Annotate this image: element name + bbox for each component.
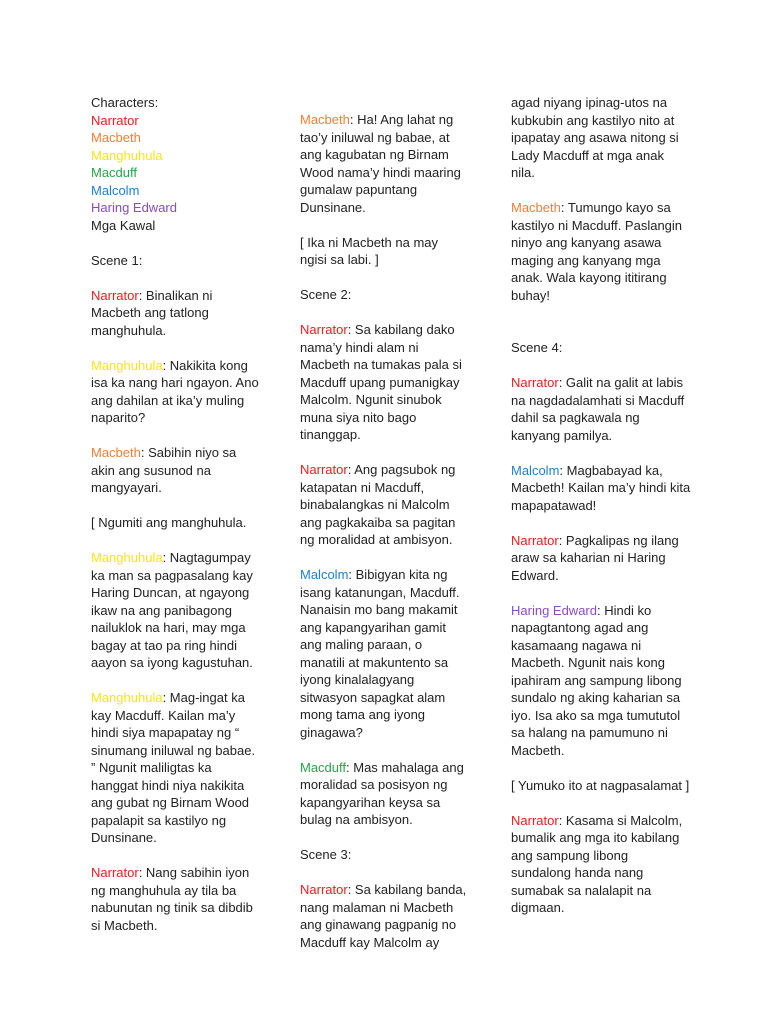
dialogue-line	[511, 532, 691, 585]
speaker-name: Macbeth	[511, 200, 561, 215]
stage-direction: [ Ika ni Macbeth na may ngisi sa labi. ]	[300, 234, 439, 267]
speaker-colon: :	[347, 462, 355, 477]
dialogue-text: Sa kabilang dako nama’y hindi alam ni Macbeth na tumakas pala si Macduff upang pumanigkay Malcolm. Ngunit sinubok muna siya nito bago tinanggap.	[300, 322, 462, 442]
dialogue-text: Sabihin niyo sa akin ang susunod na mangyayari.	[91, 445, 237, 495]
characters-heading: Characters:	[91, 95, 159, 110]
character-name: Malcolm	[91, 182, 140, 198]
speaker-colon: :	[560, 200, 568, 215]
dialogue-line	[91, 689, 259, 847]
speaker-name: Narrator	[91, 287, 139, 303]
stage-direction: [ Ngumiti ang manghuhula.	[91, 515, 247, 530]
speaker-colon: :	[162, 550, 170, 565]
speaker-name: Malcolm	[511, 462, 560, 478]
speaker-colon: :	[138, 287, 146, 303]
speaker-name: Narrator	[511, 375, 559, 390]
speaker-name: Macduff	[300, 759, 347, 775]
dialogue-line	[91, 444, 259, 497]
speaker-colon: :	[347, 322, 355, 337]
column-1	[91, 94, 259, 952]
speaker-name: Haring Edward	[511, 602, 597, 618]
dialogue-text: Sa kabilang banda, nang malaman ni Macbeth ang ginawang pagpanig no Macduff kay Malcolm ay	[300, 882, 467, 950]
speaker-colon: :	[349, 112, 358, 127]
speaker-name: Narrator	[300, 882, 348, 897]
dialogue-line	[300, 566, 468, 741]
dialogue-line	[511, 812, 691, 917]
dialogue-line	[91, 549, 259, 672]
speaker-colon: :	[346, 759, 354, 775]
speaker-name: Manghuhula	[91, 690, 163, 705]
character-name: Macbeth	[91, 130, 141, 145]
speaker-name: Manghuhula	[91, 550, 163, 565]
speaker-name: Manghuhula	[91, 357, 163, 373]
stage-direction: [ Yumuko ito at nagpasalamat ]	[511, 777, 690, 793]
column-3	[511, 94, 691, 934]
dialogue-text: Nakikita kong isa ka nang hari ngayon. Ano ang dahilan at ika’y muling naparito?	[91, 357, 259, 425]
dialogue-line	[300, 111, 468, 216]
speaker-colon: :	[162, 690, 170, 705]
speaker-colon: :	[347, 882, 355, 897]
dialogue-text: Nang sabihin iyon ng manghuhula ay tila ba nabunutan ng tinik sa dibdib si Macbeth.	[91, 865, 253, 933]
speaker-name: Narrator	[300, 322, 348, 337]
dialogue-line	[91, 287, 259, 340]
dialogue-line	[511, 199, 691, 304]
dialogue-text: Kasama si Malcolm, bumalik ang mga ito kabilang ang sampung libong sundalong handa nang sumabak sa nalalapit na digmaan.	[511, 812, 683, 915]
dialogue-line	[91, 864, 259, 934]
scene-heading: Scene 2:	[300, 287, 352, 302]
dialogue-line	[511, 374, 691, 444]
character-list	[91, 94, 259, 234]
speaker-name: Malcolm	[300, 567, 349, 582]
character-name: Haring Edward	[91, 200, 177, 215]
dialogue-text: Pagkalipas ng ilang araw sa kaharian ni Haring Edward.	[511, 532, 679, 583]
dialogue-line	[300, 321, 468, 444]
dialogue-text: Tumungo kayo sa kastilyo ni Macduff. Paslangin ninyo ang kanyang asawa maging ang kanyang mga anak. Wala kayong ititirang buhay!	[511, 200, 683, 303]
speaker-name: Narrator	[511, 812, 559, 828]
speaker-name: Narrator	[511, 532, 559, 548]
dialogue-text: Ha! Ang lahat ng tao’y iniluwal ng babae, at ang kagubatan ng Birnam Wood nama’y hindi maaring gumalaw papuntang Dunsinane.	[300, 112, 461, 215]
dialogue-line	[511, 462, 691, 515]
speaker-colon: :	[597, 602, 605, 618]
speaker-colon: :	[348, 567, 356, 582]
dialogue-text: Ang pagsubok ng katapatan ni Macduff, binabalangkas ni Malcolm ang pagkakaiba sa pagitan ng moralidad at ambisyon.	[300, 462, 456, 547]
dialogue-text: Bibigyan kita ng isang katanungan, Macduff. Nanaisin mo bang makamit ang kapangyarihan gamit ang maling paraan, o manatili at makuntento sa iyong kinalalagyang sitwasyon sapagkat alam mong tama ang iyong ginagawa?	[300, 567, 460, 740]
dialogue-text: Galit na galit at labis na nagdadalamhati si Macduff dahil sa pagkawala ng kanyang pamilya.	[511, 375, 685, 443]
speaker-name: Narrator	[91, 865, 139, 880]
dialogue-text: Hindi ko napagtantong agad ang kasamaang nagawa ni Macbeth. Ngunit nais kong ipahiram ang sampung libong sundalo ng aking kaharian sa iyo. Isa ako sa mga tumututol sa halang na pamumuno ni Macbeth.	[511, 602, 682, 758]
scene-heading: Scene 3:	[300, 847, 352, 862]
speaker-colon: :	[162, 357, 170, 373]
speaker-name: Macbeth	[91, 445, 141, 460]
speaker-colon: :	[558, 375, 566, 390]
column-2	[300, 111, 468, 969]
speaker-colon: :	[140, 445, 149, 460]
dialogue-text: Magbabayad ka, Macbeth! Kailan ma’y hindi kita mapapatawad!	[511, 462, 691, 513]
speaker-colon: :	[138, 865, 146, 880]
speaker-colon: :	[559, 462, 567, 478]
speaker-colon: :	[558, 532, 566, 548]
dialogue-text: Mag-ingat ka kay Macduff. Kailan ma’y hindi siya mapapatay ng “ sinumang iniluwal ng babae. ” Ngunit maliligtas ka hanggat hindi niya nakikita ang gubat ng Birnam Wood papalapit sa kastilyo ng Dunsinane.	[91, 690, 256, 845]
stage-direction: agad niyang ipinag-utos na kubkubin ang kastilyo nito at ipapatay ang asawa nitong si Lady Macduff at mga anak nila.	[511, 95, 679, 180]
scene-heading: Scene 4:	[511, 340, 563, 355]
scene-heading: Scene 1:	[91, 252, 143, 268]
character-name: Macduff	[91, 165, 138, 180]
character-name: Manghuhula	[91, 147, 163, 163]
dialogue-line	[300, 759, 468, 829]
dialogue-text: Binalikan ni Macbeth ang tatlong manghuhula.	[91, 287, 213, 338]
dialogue-text: Nagtagumpay ka man sa pagpasalang kay Haring Duncan, at ngayong ikaw na ang panibagong nailuklok na hari, may mga bagay at tao pa ring hindi aayon sa iyong kagustuhan.	[91, 550, 253, 670]
dialogue-line	[91, 357, 259, 427]
speaker-colon: :	[558, 812, 566, 828]
dialogue-text: Mas mahalaga ang moralidad sa posisyon ng kapangyarihan keysa sa bulag na ambisyon.	[300, 759, 464, 827]
dialogue-line	[511, 602, 691, 760]
spacer	[511, 322, 691, 340]
speaker-name: Narrator	[300, 462, 348, 477]
character-name: Mga Kawal	[91, 217, 156, 233]
dialogue-line	[300, 881, 468, 951]
character-name: Narrator	[91, 112, 139, 128]
speaker-name: Macbeth	[300, 112, 350, 127]
dialogue-line	[300, 461, 468, 549]
